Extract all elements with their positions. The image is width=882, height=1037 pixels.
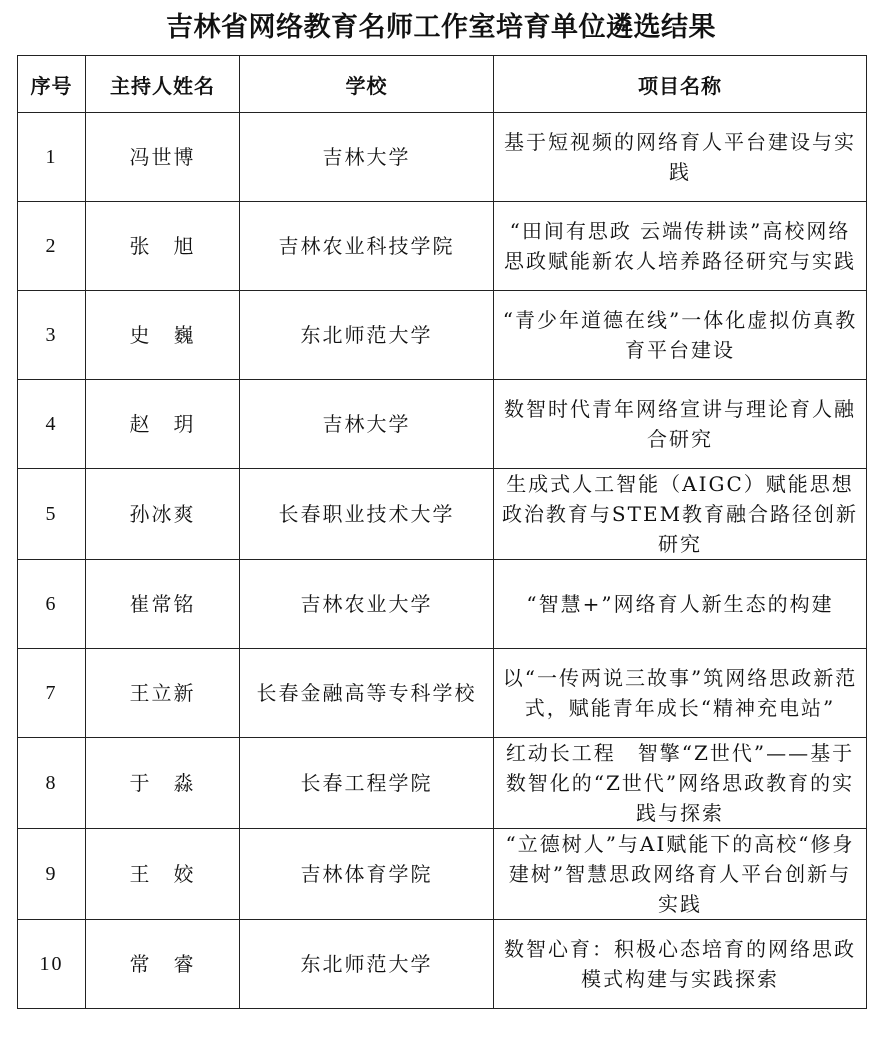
table-body [18, 113, 867, 1009]
table-row [18, 560, 867, 649]
row-school: 吉林农业大学 [240, 560, 494, 649]
row-host: 赵 玥 [86, 380, 240, 469]
row-project: “立德树人”与AI赋能下的高校“修身建树”智慧思政网络育人平台创新与实践 [494, 829, 867, 920]
row-index: 9 [18, 829, 86, 920]
table-row [18, 649, 867, 738]
row-project: 红动长工程 智擎“Z世代”——基于数智化的“Z世代”网络思政教育的实践与探索 [494, 738, 867, 829]
row-host: 孙冰爽 [86, 469, 240, 560]
row-school: 吉林体育学院 [240, 829, 494, 920]
header-project: 项目名称 [494, 56, 867, 113]
table-row [18, 291, 867, 380]
row-project: 以“一传两说三故事”筑网络思政新范式，赋能青年成长“精神充电站” [494, 649, 867, 738]
row-project: 数智时代青年网络宣讲与理论育人融合研究 [494, 380, 867, 469]
row-project: “青少年道德在线”一体化虚拟仿真教育平台建设 [494, 291, 867, 380]
row-index: 5 [18, 469, 86, 560]
row-host: 王立新 [86, 649, 240, 738]
row-index: 10 [18, 920, 86, 1009]
row-project: 数智心育：积极心态培育的网络思政模式构建与实践探索 [494, 920, 867, 1009]
row-project: 生成式人工智能（AIGC）赋能思想政治教育与STEM教育融合路径创新研究 [494, 469, 867, 560]
row-index: 2 [18, 202, 86, 291]
row-index: 8 [18, 738, 86, 829]
table-header [18, 56, 867, 113]
row-host: 于 淼 [86, 738, 240, 829]
table-row [18, 920, 867, 1009]
row-school: 东北师范大学 [240, 291, 494, 380]
results-table [17, 55, 867, 1009]
header-index: 序号 [18, 56, 86, 113]
row-host: 冯世博 [86, 113, 240, 202]
row-index: 1 [18, 113, 86, 202]
header-row [18, 56, 867, 113]
row-school: 长春职业技术大学 [240, 469, 494, 560]
row-index: 3 [18, 291, 86, 380]
table-row [18, 202, 867, 291]
document-title: 吉林省网络教育名师工作室培育单位遴选结果 [166, 12, 716, 43]
row-index: 7 [18, 649, 86, 738]
row-school: 吉林大学 [240, 380, 494, 469]
header-school: 学校 [240, 56, 494, 113]
row-school: 吉林大学 [240, 113, 494, 202]
row-project: 基于短视频的网络育人平台建设与实践 [494, 113, 867, 202]
table-row [18, 829, 867, 920]
row-host: 崔常铭 [86, 560, 240, 649]
row-index: 4 [18, 380, 86, 469]
row-project: “智慧+”网络育人新生态的构建 [494, 560, 867, 649]
table-row [18, 738, 867, 829]
row-school: 长春金融高等专科学校 [240, 649, 494, 738]
row-host: 常 睿 [86, 920, 240, 1009]
row-host: 史 巍 [86, 291, 240, 380]
row-host: 张 旭 [86, 202, 240, 291]
row-school: 吉林农业科技学院 [240, 202, 494, 291]
table-row [18, 380, 867, 469]
row-project: “田间有思政 云端传耕读”高校网络思政赋能新农人培养路径研究与实践 [494, 202, 867, 291]
row-school: 东北师范大学 [240, 920, 494, 1009]
row-school: 长春工程学院 [240, 738, 494, 829]
table-row [18, 469, 867, 560]
row-host: 王 姣 [86, 829, 240, 920]
row-index: 6 [18, 560, 86, 649]
table-row [18, 113, 867, 202]
header-host: 主持人姓名 [86, 56, 240, 113]
